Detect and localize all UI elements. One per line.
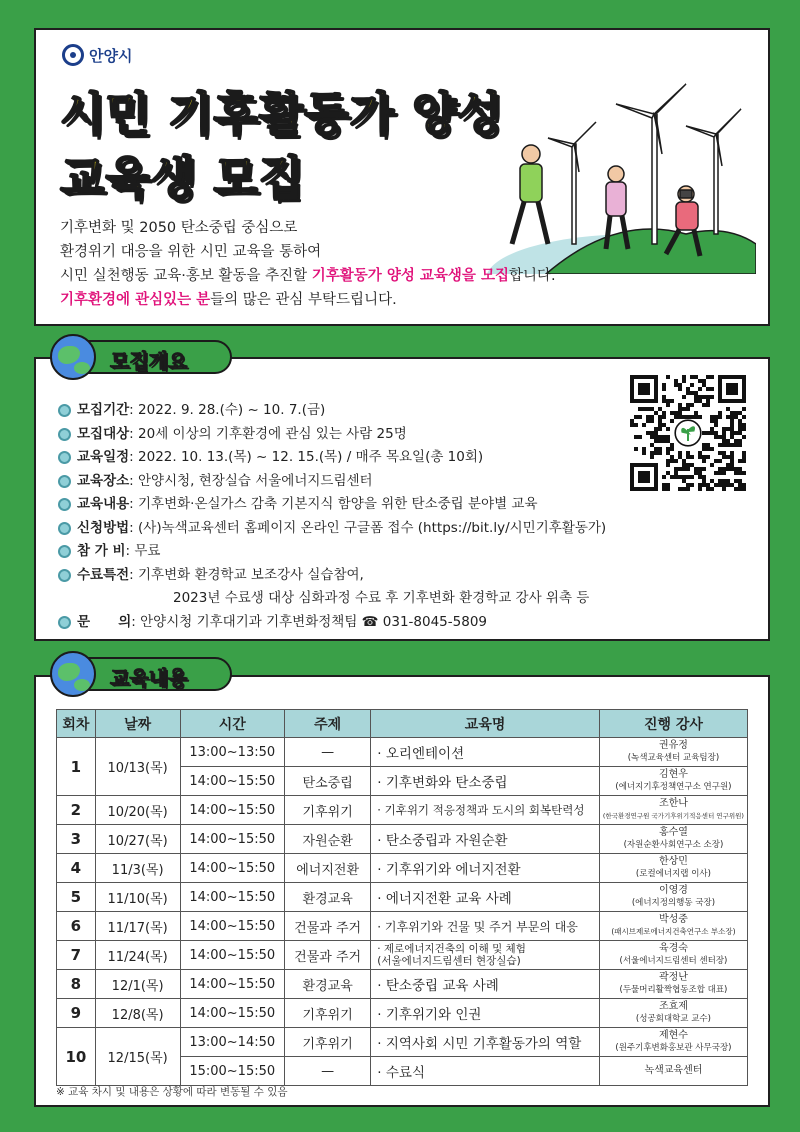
intro-line — [60, 288, 556, 312]
overview-value: : 2022. 10. 13.(목) ~ 12. 15.(목) / 매주 목요일(총 10회) — [129, 449, 484, 465]
instructor — [599, 767, 747, 796]
session-time: 14:00~15:50 — [180, 912, 285, 941]
col-header: 시간 — [180, 710, 285, 738]
overview-label: 문 의 — [77, 613, 132, 630]
overview-item — [58, 611, 606, 635]
session-time: 14:00~15:50 — [180, 854, 285, 883]
overview-value: : 기후변화 환경학교 보조강사 실습참여, — [129, 566, 364, 583]
instructor-org: (서울에너지드림센터 센터장) — [619, 956, 728, 966]
session-time: 14:00~15:50 — [180, 999, 285, 1028]
session-num: 5 — [57, 883, 96, 912]
table-row — [57, 854, 748, 883]
overview-label: 참 가 비 — [77, 543, 126, 559]
session-time: 14:00~15:50 — [180, 883, 285, 912]
col-header: 날짜 — [95, 710, 180, 738]
overview-value: : 안양시청, 현장실습 서울에너지드림센터 — [129, 472, 373, 489]
session-topic: 기후위기 — [285, 796, 371, 825]
instructor — [599, 970, 747, 999]
col-header: 교육명 — [371, 710, 600, 738]
session-topic: 환경교육 — [285, 883, 371, 912]
intro-text-segment: 들의 많은 관심 부탁드립니다. — [210, 292, 397, 308]
overview-list — [58, 399, 606, 634]
session-time: 13:00~14:50 — [180, 1028, 285, 1057]
overview-value: : 기후변화·온실가스 감축 기본지식 함양을 위한 탄소중립 분야별 교육 — [129, 496, 538, 512]
course-name — [371, 941, 600, 970]
session-topic: 기후위기 — [285, 1028, 371, 1057]
session-date: 10/20(목) — [95, 796, 180, 825]
instructor — [599, 1028, 747, 1057]
course-name: · 탄소중립과 자원순환 — [371, 825, 600, 854]
course-name: · 탄소중립 교육 사례 — [371, 970, 600, 999]
instructor-org: (에너지기후정책연구소 연구원) — [615, 782, 732, 792]
overview-label: 교육일정 — [77, 449, 130, 465]
session-num: 6 — [57, 912, 96, 941]
section-badge-content — [56, 657, 232, 691]
overview-item — [58, 470, 606, 494]
col-header: 주제 — [285, 710, 371, 738]
overview-card — [34, 357, 770, 641]
table-row — [57, 825, 748, 854]
session-num: 7 — [57, 941, 96, 970]
instructor-name: 박성중 — [658, 914, 688, 925]
city-emblem-icon — [62, 44, 84, 66]
instructor-name: 조효제 — [658, 1001, 688, 1012]
session-topic: 건물과 주거 — [285, 941, 371, 970]
overview-item — [58, 564, 606, 588]
instructor — [599, 912, 747, 941]
session-date: 12/1(목) — [95, 970, 180, 999]
logo-text: 안양시 — [89, 46, 133, 65]
intro-line: 기후변화 및 2050 탄소중립 중심으로 — [60, 220, 298, 236]
col-header: 진행 강사 — [599, 710, 747, 738]
header-card — [34, 28, 770, 326]
overview-label: 모집기간 — [77, 402, 130, 418]
overview-item — [58, 423, 606, 447]
session-topic: 기후위기 — [285, 999, 371, 1028]
bullet-icon — [58, 569, 71, 582]
session-date: 12/8(목) — [95, 999, 180, 1028]
instructor-name: 녹색교육센터 — [644, 1065, 703, 1076]
table-row — [57, 883, 748, 912]
bullet-icon — [58, 475, 71, 488]
session-time: 13:00~13:50 — [180, 738, 285, 767]
earth-mascot-icon — [50, 651, 96, 697]
qr-code-icon[interactable] — [630, 375, 746, 491]
instructor-org: (성공회대학교 교수) — [635, 1014, 711, 1024]
course-name: · 기후위기와 건물 및 주거 부문의 대응 — [371, 912, 600, 941]
instructor — [599, 1057, 747, 1086]
table-row — [57, 1028, 748, 1057]
session-date: 10/27(목) — [95, 825, 180, 854]
instructor-org: (원주기후변화홍보관 사무국장) — [615, 1043, 732, 1053]
session-num: 10 — [57, 1028, 96, 1086]
intro-text-segment: 합니다. — [509, 268, 556, 284]
course-line: (서울에너지드림센터 현장실습) — [377, 955, 521, 967]
bullet-icon — [58, 404, 71, 417]
session-date: 12/15(목) — [95, 1028, 180, 1086]
overview-value: 2023년 수료생 대상 심화과정 수료 후 기후변화 환경학교 강사 위촉 등 — [173, 590, 590, 606]
overview-item — [58, 540, 606, 564]
session-date: 11/3(목) — [95, 854, 180, 883]
instructor-name: 권유정 — [658, 740, 688, 751]
instructor — [599, 825, 747, 854]
instructor — [599, 883, 747, 912]
overview-item-continued — [58, 587, 606, 611]
instructor-org: (자원순환사회연구소 소장) — [623, 840, 724, 850]
intro-highlight: 기후환경에 관심있는 분 — [60, 292, 211, 308]
instructor-name: 제현수 — [658, 1030, 688, 1041]
session-topic: — — [285, 738, 371, 767]
table-header-row — [57, 710, 748, 738]
instructor-org: (한국환경연구원 국가기후위기적응센터 연구위원) — [602, 812, 744, 820]
overview-item — [58, 517, 606, 541]
footnote: ※ 교육 차시 및 내용은 상황에 따라 변동될 수 있음 — [56, 1086, 288, 1098]
course-name: · 기후위기와 인권 — [371, 999, 600, 1028]
session-time: 14:00~15:50 — [180, 941, 285, 970]
session-num: 4 — [57, 854, 96, 883]
session-time: 14:00~15:50 — [180, 825, 285, 854]
title-line-2: 교육생 모집 — [60, 151, 305, 205]
session-topic: — — [285, 1057, 371, 1086]
overview-label: 수료특전 — [77, 566, 130, 583]
session-topic: 환경교육 — [285, 970, 371, 999]
instructor-org: (로컬에너지랩 이사) — [635, 869, 711, 879]
session-topic: 건물과 주거 — [285, 912, 371, 941]
bullet-icon — [58, 498, 71, 511]
overview-label: 신청방법 — [77, 519, 130, 536]
overview-item — [58, 493, 606, 517]
instructor — [599, 738, 747, 767]
session-time: 15:00~15:50 — [180, 1057, 285, 1086]
overview-label: 모집대상 — [77, 425, 130, 442]
intro-line — [60, 264, 556, 288]
overview-label: 교육내용 — [77, 496, 130, 512]
instructor-name: 김현우 — [658, 769, 688, 780]
session-topic: 탄소중립 — [285, 767, 371, 796]
course-name: · 기후위기 적응정책과 도시의 회복탄력성 — [371, 796, 600, 825]
session-num: 8 — [57, 970, 96, 999]
session-date: 11/17(목) — [95, 912, 180, 941]
session-num: 3 — [57, 825, 96, 854]
instructor-name: 홍수열 — [658, 827, 688, 838]
table-row — [57, 999, 748, 1028]
instructor-org: (에너지정의행동 국장) — [631, 898, 716, 908]
instructor-org: (녹색교육센터 교육팀장) — [627, 753, 720, 763]
instructor-name: 육경숙 — [658, 943, 688, 954]
section-title: 모집개요 — [110, 349, 188, 373]
instructor-name: 한상민 — [658, 856, 688, 867]
overview-label: 교육장소 — [77, 472, 130, 489]
intro-text-segment: 시민 실천행동 교육·홍보 활동을 추진할 — [60, 268, 312, 284]
table-row — [57, 912, 748, 941]
session-time: 14:00~15:50 — [180, 970, 285, 999]
instructor-name: 곽정난 — [658, 972, 688, 983]
instructor — [599, 796, 747, 825]
intro-text — [60, 216, 556, 312]
table-row — [57, 796, 748, 825]
instructor-name: 조한나 — [658, 798, 688, 809]
overview-value: : 무료 — [125, 543, 161, 559]
instructor-name: 이영경 — [658, 885, 688, 896]
session-topic: 자원순환 — [285, 825, 371, 854]
intro-line: 환경위기 대응을 위한 시민 교육을 통하여 — [60, 244, 322, 260]
session-num: 1 — [57, 738, 96, 796]
instructor — [599, 999, 747, 1028]
course-name: · 에너지전환 교육 사례 — [371, 883, 600, 912]
table-row — [57, 970, 748, 999]
course-line: · 제로에너지건축의 이해 및 체험 — [377, 943, 526, 955]
bullet-icon — [58, 428, 71, 441]
session-num: 9 — [57, 999, 96, 1028]
bullet-icon — [58, 522, 71, 535]
bullet-icon — [58, 545, 71, 558]
title-line-1: 시민 기후활동가 양성 — [60, 87, 503, 141]
content-card — [34, 675, 770, 1107]
overview-value: : 20세 이상의 기후환경에 관심 있는 사람 25명 — [129, 425, 407, 442]
instructor — [599, 941, 747, 970]
bullet-icon — [58, 451, 71, 464]
table-row — [57, 738, 748, 767]
session-time: 14:00~15:50 — [180, 796, 285, 825]
section-title: 교육내용 — [110, 666, 188, 690]
application-link[interactable]: : (사)녹색교육센터 홈페이지 온라인 구글폼 접수 (https://bit.ly/시민기후활동가) — [129, 519, 607, 536]
col-header: 회차 — [57, 710, 96, 738]
session-date: 11/10(목) — [95, 883, 180, 912]
earth-mascot-icon — [50, 334, 96, 380]
course-name: · 수료식 — [371, 1057, 600, 1086]
schedule-table — [56, 709, 748, 1086]
instructor-org: (패시브제로에너지건축연구소 부소장) — [611, 927, 736, 936]
course-name: · 기후위기와 에너지전환 — [371, 854, 600, 883]
city-logo — [62, 44, 132, 66]
overview-item — [58, 446, 606, 470]
table-row — [57, 941, 748, 970]
overview-value: : 2022. 9. 28.(수) ~ 10. 7.(금) — [129, 402, 326, 418]
session-num: 2 — [57, 796, 96, 825]
overview-value: : 안양시청 기후대기과 기후변화정책팀 ☎ 031-8045-5809 — [131, 613, 487, 630]
session-date: 10/13(목) — [95, 738, 180, 796]
session-time: 14:00~15:50 — [180, 767, 285, 796]
section-badge-overview — [56, 340, 232, 374]
course-name: · 오리엔테이션 — [371, 738, 600, 767]
session-date: 11/24(목) — [95, 941, 180, 970]
instructor-org: (두물머리활짝협동조합 대표) — [619, 985, 728, 995]
course-name: · 기후변화와 탄소중립 — [371, 767, 600, 796]
course-name: · 지역사회 시민 기후활동가의 역할 — [371, 1028, 600, 1057]
overview-item — [58, 399, 606, 423]
intro-highlight: 기후활동가 양성 교육생을 모집 — [311, 268, 509, 284]
session-topic: 에너지전환 — [285, 854, 371, 883]
bullet-icon — [58, 616, 71, 629]
instructor — [599, 854, 747, 883]
